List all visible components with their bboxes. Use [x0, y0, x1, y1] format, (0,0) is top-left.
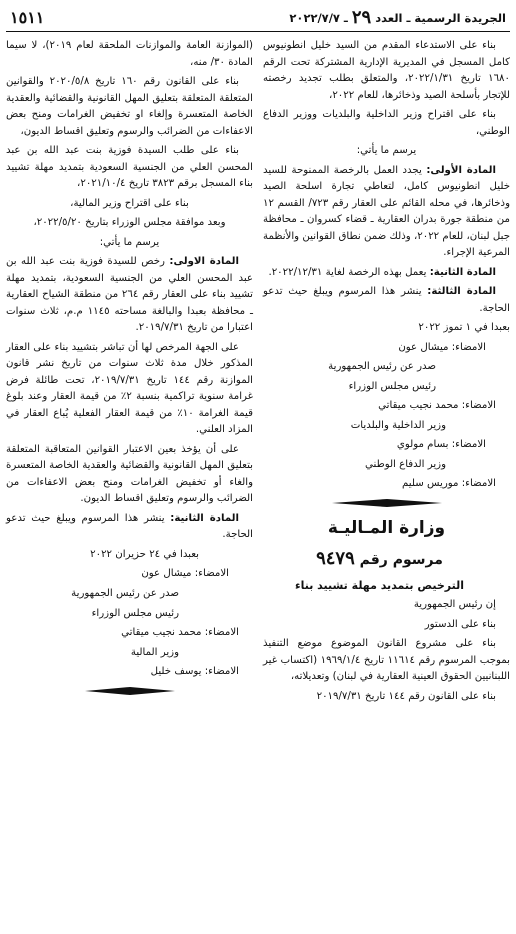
decree-subject: الترخيص بتمديد مهلة تشييد بناء — [294, 578, 465, 592]
page-number: ١٥١١ — [10, 8, 45, 28]
page-header — [6, 8, 510, 32]
signature-line: وزير المالية — [130, 646, 179, 658]
gazette-title-text: الجريدة الرسمية ـ العدد — [375, 10, 506, 25]
signature-line: رئيس مجلس الوزراء — [91, 607, 179, 619]
issue-date: ـ ٢٠٢٢/٧/٧ — [289, 10, 348, 25]
signature-line: الامضاء: ميشال عون — [141, 568, 229, 580]
gazette-title — [289, 9, 506, 28]
preamble-paragraph: (الموازنة العامة والموازنات الملحقة لعام ٢٠١٩)، لا سيما المادة ٣٠/ منه، — [6, 40, 254, 68]
signature-line: الامضاء: محمد نجيب ميقاتي — [378, 400, 496, 412]
article-paragraph: على الجهة المرخص لها أن تباشر بتشييد بناء على العقار المذكور خلال مدة ثلاث سنوات من تاريخ نشر قانون الموازنة رقم ١٤٤ تاريخ ٢٠١٩/٧/٣١، تحت طائلة فرض غرامة سنوية تراكمية بنسبة ٢٪ من قيمة العقار وعند بلوغ قيمة الغرامة ١٠٪ من قيمة العقار الفعلية يُباع العقار في المزاد العلني. — [6, 341, 254, 436]
article-2 — [6, 511, 253, 544]
article-text: يعمل بهذه الرخصة لغاية ٢٠٢٢/١٢/٣١. — [268, 266, 427, 278]
signature-line: الامضاء: محمد نجيب ميقاتي — [121, 627, 239, 639]
decree-title — [263, 544, 510, 573]
signature-line: وزير الدفاع الوطني — [365, 458, 446, 470]
decree-label: مرسوم رقم — [359, 552, 443, 569]
article-label: المادة الثانية: — [170, 512, 239, 524]
left-column — [6, 38, 253, 708]
article-3 — [263, 284, 510, 317]
date-line: بعبدا في ١ تموز ٢٠٢٢ — [418, 322, 510, 334]
article-1 — [263, 163, 510, 262]
preamble-paragraph: بناء على القانون رقم ١٦٠ تاريخ ٢٠٢٠/٥/٨ والقوانين المتعلقة المتعلقة بتعليق المهل القانونية والقضائية والعقدية الخاصة المتعسرة وإلغاء او تخفيض الغرامات ومنح بعض الاعفاءات من الضرائب والرسوم وتعليق اقساط الديون، — [6, 76, 253, 137]
section-divider — [6, 687, 253, 695]
article-text: ينشر هذا المرسوم ويبلغ حيث تدعو الحاجة. — [263, 286, 510, 314]
intro-line: إن رئيس الجمهورية — [413, 599, 496, 611]
article-paragraph: على أن يؤخذ بعين الاعتبار القوانين المتعاقبة المتعلقة بتعليق المهل القانونية والقضائية والعقدية الخاصة المتعسرة والغاء أو تخفيض الغرامات ومنح بعض الاعفاءات من الضرائب والرسوم وتعليق اقساط الديون. — [6, 443, 253, 505]
preamble-paragraph: بناء على اقتراح وزير الداخلية والبلديات ووزير الدفاع الوطني، — [263, 109, 510, 137]
decree-intro: يرسم ما يأتي: — [99, 236, 160, 248]
right-column — [263, 38, 510, 708]
preamble-paragraph: بناء على طلب السيدة فوزية بنت عبد الله بن عبد المحسن العلي من الجنسية السعودية بتمديد مهلة تشييد بناء المسجل برقم ٣٨٢٣ تاريخ ٢٠٢١/١٠/٤، — [6, 145, 253, 190]
article-text: رخص للسيدة فوزية بنت عبد الله بن عبد المحسن العلي من الجنسية السعودية، بتمديد مهلة تشييد بناء على العقار رقم ٢٦٤ من منطقة الشياح العقارية ـ محافظة بعبدا والبالغة مساحته ١١٤٥ م.م، ثلاث سنوات اعتبارا من تاريخ ٢٠١٩/٧/٣١. — [6, 256, 254, 334]
decree-intro: يرسم ما يأتي: — [356, 145, 417, 157]
preamble-paragraph: بناء على الاستدعاء المقدم من السيد خليل انطونيوس كامل المسجل في المديرية الإدارية المشتركة تحت الرقم ١٦٨٠ تاريخ ٢٠٢٢/١/٣١، والمتعلق بطلب تجديد رخصته للإتجار بأسلحة الصيد وذخائرها، للعام ٢٠٢٢، — [263, 40, 510, 101]
decree-number: ٩٤٧٩ — [316, 548, 355, 570]
article-label: المادة الثالثة: — [427, 286, 496, 298]
article-label: المادة الأولى: — [426, 164, 496, 176]
article-text: ينشر هذا المرسوم ويبلغ حيث تدعو الحاجة. — [6, 512, 253, 541]
two-column-body — [6, 38, 510, 708]
article-label: المادة الاولى: — [169, 256, 239, 268]
date-line: بعبدا في ٢٤ حزيران ٢٠٢٢ — [90, 548, 199, 560]
preamble-paragraph: بناء على مشروع القانون الموضوع موضع التنفيذ بموجب المرسوم رقم ١١٦١٤ تاريخ ١٩٦٩/١/٤ (اكتساب غير اللبنانيين الحقوق العينية العقارية في لبنان) وتعديلاته، — [263, 638, 511, 683]
article-label: المادة الثانية: — [429, 266, 496, 278]
signature-line: الامضاء: بسام مولوي — [396, 439, 486, 451]
signature-line: الامضاء: موريس سليم — [402, 478, 496, 490]
divider-ornament-icon — [85, 687, 175, 695]
signature-line: صدر عن رئيس الجمهورية — [71, 587, 179, 599]
signature-line: وزير الداخلية والبلديات — [350, 419, 446, 431]
article-1 — [6, 254, 253, 337]
issue-number: ٢٩ — [351, 7, 372, 28]
article-2 — [263, 265, 510, 282]
signature-line: صدر عن رئيس الجمهورية — [328, 361, 436, 373]
preamble-paragraph: بناء على اقتراح وزير المالية، — [70, 197, 189, 209]
signature-line: رئيس مجلس الوزراء — [348, 380, 436, 392]
ministry-heading: وزارة المـاليـة — [327, 517, 446, 538]
section-divider — [263, 499, 510, 507]
intro-line: بناء على الدستور — [424, 618, 496, 630]
article-text: يجدد العمل بالرخصة الممنوحة للسيد خليل انطونيوس كامل، لتعاطي تجارة اسلحة الصيد وذخائرها، في محله القائم على العقار رقم ٧٢٣/ القسم ١٢ من منطقة جورة بدران العقارية ـ قضاء كسروان ـ محافظة جبل لبنان، للعام ٢٠٢٢، وذلك ضمن نطاق القوانين والأنظمة المرعية الإجراء. — [263, 164, 510, 259]
divider-ornament-icon — [332, 499, 442, 507]
signature-line: الامضاء: يوسف خليل — [150, 666, 239, 678]
signature-line: الامضاء: ميشال عون — [398, 341, 486, 353]
preamble-paragraph: بناء على القانون رقم ١٤٤ تاريخ ٢٠١٩/٧/٣١ — [316, 690, 496, 702]
preamble-paragraph: وبعد موافقة مجلس الوزراء بتاريخ ٢٠٢٢/٥/٢٠، — [33, 217, 226, 229]
